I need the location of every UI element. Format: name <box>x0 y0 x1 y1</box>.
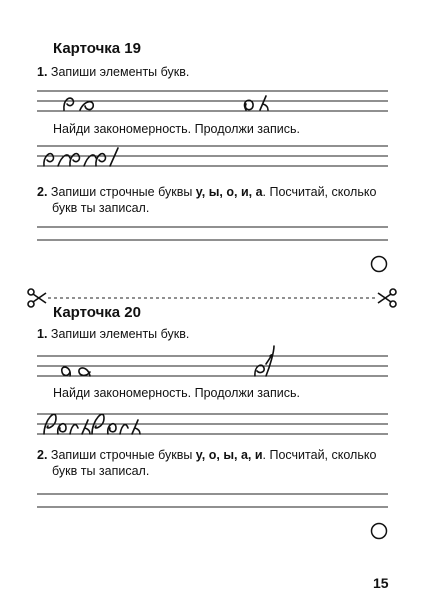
scissors-icon <box>378 289 396 307</box>
card-20-title: Карточка 20 <box>53 304 141 321</box>
task-text: . Посчитай, сколько <box>262 185 377 199</box>
task-letters: у, ы, о, и, а <box>195 185 263 199</box>
task-number: 2. <box>37 448 48 462</box>
task-text-line-2: букв ты записал. <box>52 464 150 478</box>
circle-icon <box>372 257 387 272</box>
task-number: 2. <box>37 185 48 199</box>
circle-icon <box>372 524 387 539</box>
task-text: Запиши элементы букв. <box>50 327 190 341</box>
task-text: Запиши строчные буквы <box>50 448 196 462</box>
scissors-icon <box>28 289 46 307</box>
answer-lines-20 <box>37 494 388 507</box>
task-text-line-2: букв ты записал. <box>52 201 150 215</box>
page-number: 15 <box>373 575 389 591</box>
task-letters: у, о, ы, а, и <box>195 448 263 462</box>
task-number: 1. <box>37 65 48 79</box>
task-number: 1. <box>37 327 48 341</box>
card-19-hint: Найди закономерность. Продолжи запись. <box>53 122 300 136</box>
card-20-hint: Найди закономерность. Продолжи запись. <box>53 386 300 400</box>
task-text: . Посчитай, сколько <box>262 448 377 462</box>
task-text: Запиши строчные буквы <box>50 185 196 199</box>
card-19-title: Карточка 19 <box>53 40 141 57</box>
task-text: Запиши элементы букв. <box>50 65 190 79</box>
answer-lines-19 <box>37 227 388 240</box>
handwriting-20 <box>44 346 274 434</box>
